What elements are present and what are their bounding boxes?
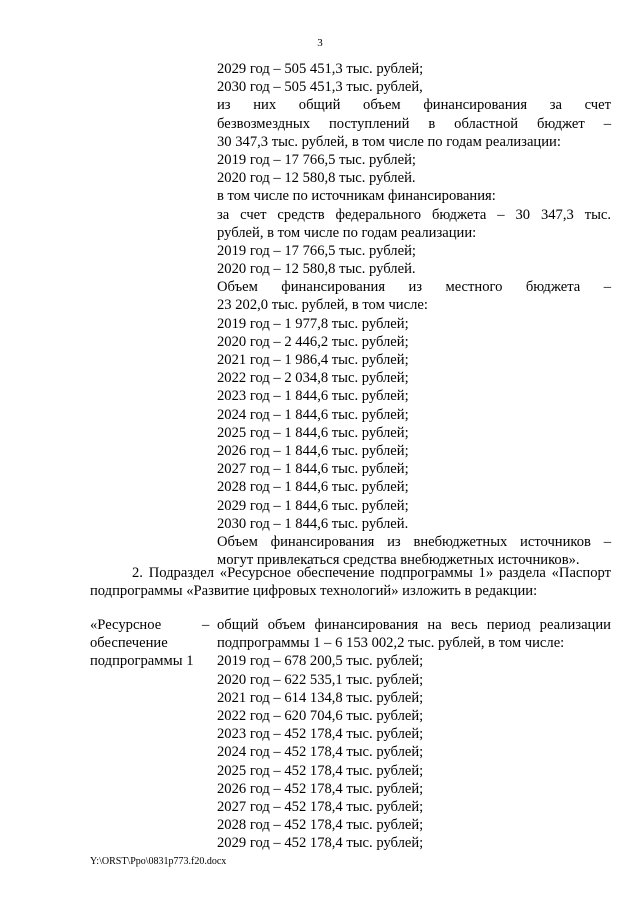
text-line: 2027 год – 452 178,4 тыс. рублей; — [217, 798, 424, 815]
page-number: 3 — [317, 37, 323, 49]
funding-block-2 — [217, 616, 611, 852]
text-line: 2024 год – 452 178,4 тыс. рублей; — [217, 744, 424, 761]
text-line: безвозмездных поступлений в областной бюджет – — [217, 115, 611, 132]
text-line: 2024 год – 1 844,6 тыс. рублей; — [217, 406, 409, 423]
text-line: 23 202,0 тыс. рублей, в том числе: — [217, 297, 428, 314]
text-line: 2. Подраздел «Ресурсное обеспечение подпрограммы 1» раздела «Паспорт — [132, 565, 611, 581]
text-line: 2025 год – 452 178,4 тыс. рублей; — [217, 762, 424, 779]
text-line: 2028 год – 452 178,4 тыс. рублей; — [217, 817, 424, 834]
text-line: подпрограммы 1 – 6 153 002,2 тыс. рублей, в том числе: — [217, 635, 565, 652]
text-line: 2022 год – 620 704,6 тыс. рублей; — [217, 707, 424, 724]
text-line: 2027 год – 1 844,6 тыс. рублей; — [217, 461, 409, 478]
resource-label — [90, 616, 220, 671]
text-line: 2020 год – 12 580,8 тыс. рублей. — [217, 261, 416, 278]
text-line: «Ресурсное — [90, 617, 162, 633]
paragraph-2 — [90, 564, 611, 600]
text-line: 2020 год – 12 580,8 тыс. рублей. — [217, 170, 416, 187]
text-line: 2026 год – 452 178,4 тыс. рублей; — [217, 780, 424, 797]
text-line: общий объем финансирования на весь период реализации — [217, 617, 611, 633]
text-line: 2019 год – 17 766,5 тыс. рублей; — [217, 242, 416, 259]
label-dash: – — [202, 617, 210, 633]
text-line: 2019 год – 17 766,5 тыс. рублей; — [217, 151, 416, 168]
text-line: 2029 год – 452 178,4 тыс. рублей; — [217, 835, 424, 852]
text-line: 2028 год – 1 844,6 тыс. рублей; — [217, 479, 409, 496]
text-line: 2030 год – 505 451,3 тыс. рублей, — [217, 79, 423, 96]
text-line: из них общий объем финансирования за счет — [217, 97, 611, 114]
text-line: 2026 год – 1 844,6 тыс. рублей; — [217, 442, 409, 459]
text-line: могут привлекаться средства внебюджетных источников». — [217, 552, 580, 569]
text-line: рублей, в том числе по годам реализации: — [217, 224, 477, 241]
text-line: Объем финансирования из внебюджетных источников – — [217, 533, 611, 550]
text-line: 2019 год – 1 977,8 тыс. рублей; — [217, 315, 409, 332]
text-line: в том числе по источникам финансирования: — [217, 188, 496, 205]
text-line: 30 347,3 тыс. рублей, в том числе по годам реализации: — [217, 133, 561, 150]
funding-block-1 — [217, 60, 611, 569]
text-line: за счет средств федерального бюджета – 30 347,3 тыс. — [217, 206, 611, 223]
text-line: 2023 год – 452 178,4 тыс. рублей; — [217, 726, 424, 743]
text-line: 2019 год – 678 200,5 тыс. рублей; — [217, 653, 424, 670]
text-line: 2021 год – 614 134,8 тыс. рублей; — [217, 689, 424, 706]
text-line: подпрограммы 1 — [90, 653, 194, 670]
text-line: 2020 год – 2 446,2 тыс. рублей; — [217, 333, 409, 350]
text-line: 2030 год – 1 844,6 тыс. рублей. — [217, 515, 409, 532]
text-line: 2020 год – 622 535,1 тыс. рублей; — [217, 671, 424, 688]
footer-file-path: Y:\ORST\Ppo\0831p773.f20.docx — [90, 856, 227, 867]
text-line: 2022 год – 2 034,8 тыс. рублей; — [217, 370, 409, 387]
text-line: 2025 год – 1 844,6 тыс. рублей; — [217, 424, 409, 441]
text-line: 2029 год – 505 451,3 тыс. рублей; — [217, 61, 424, 77]
text-line: Объем финансирования из местного бюджета – — [217, 279, 611, 296]
text-line: обеспечение — [90, 635, 168, 652]
text-line: 2021 год – 1 986,4 тыс. рублей; — [217, 352, 409, 368]
text-line: подпрограммы «Развитие цифровых технологий» изложить в редакции: — [90, 583, 538, 600]
text-line: 2023 год – 1 844,6 тыс. рублей; — [217, 388, 409, 405]
text-line: 2029 год – 1 844,6 тыс. рублей; — [217, 497, 409, 514]
